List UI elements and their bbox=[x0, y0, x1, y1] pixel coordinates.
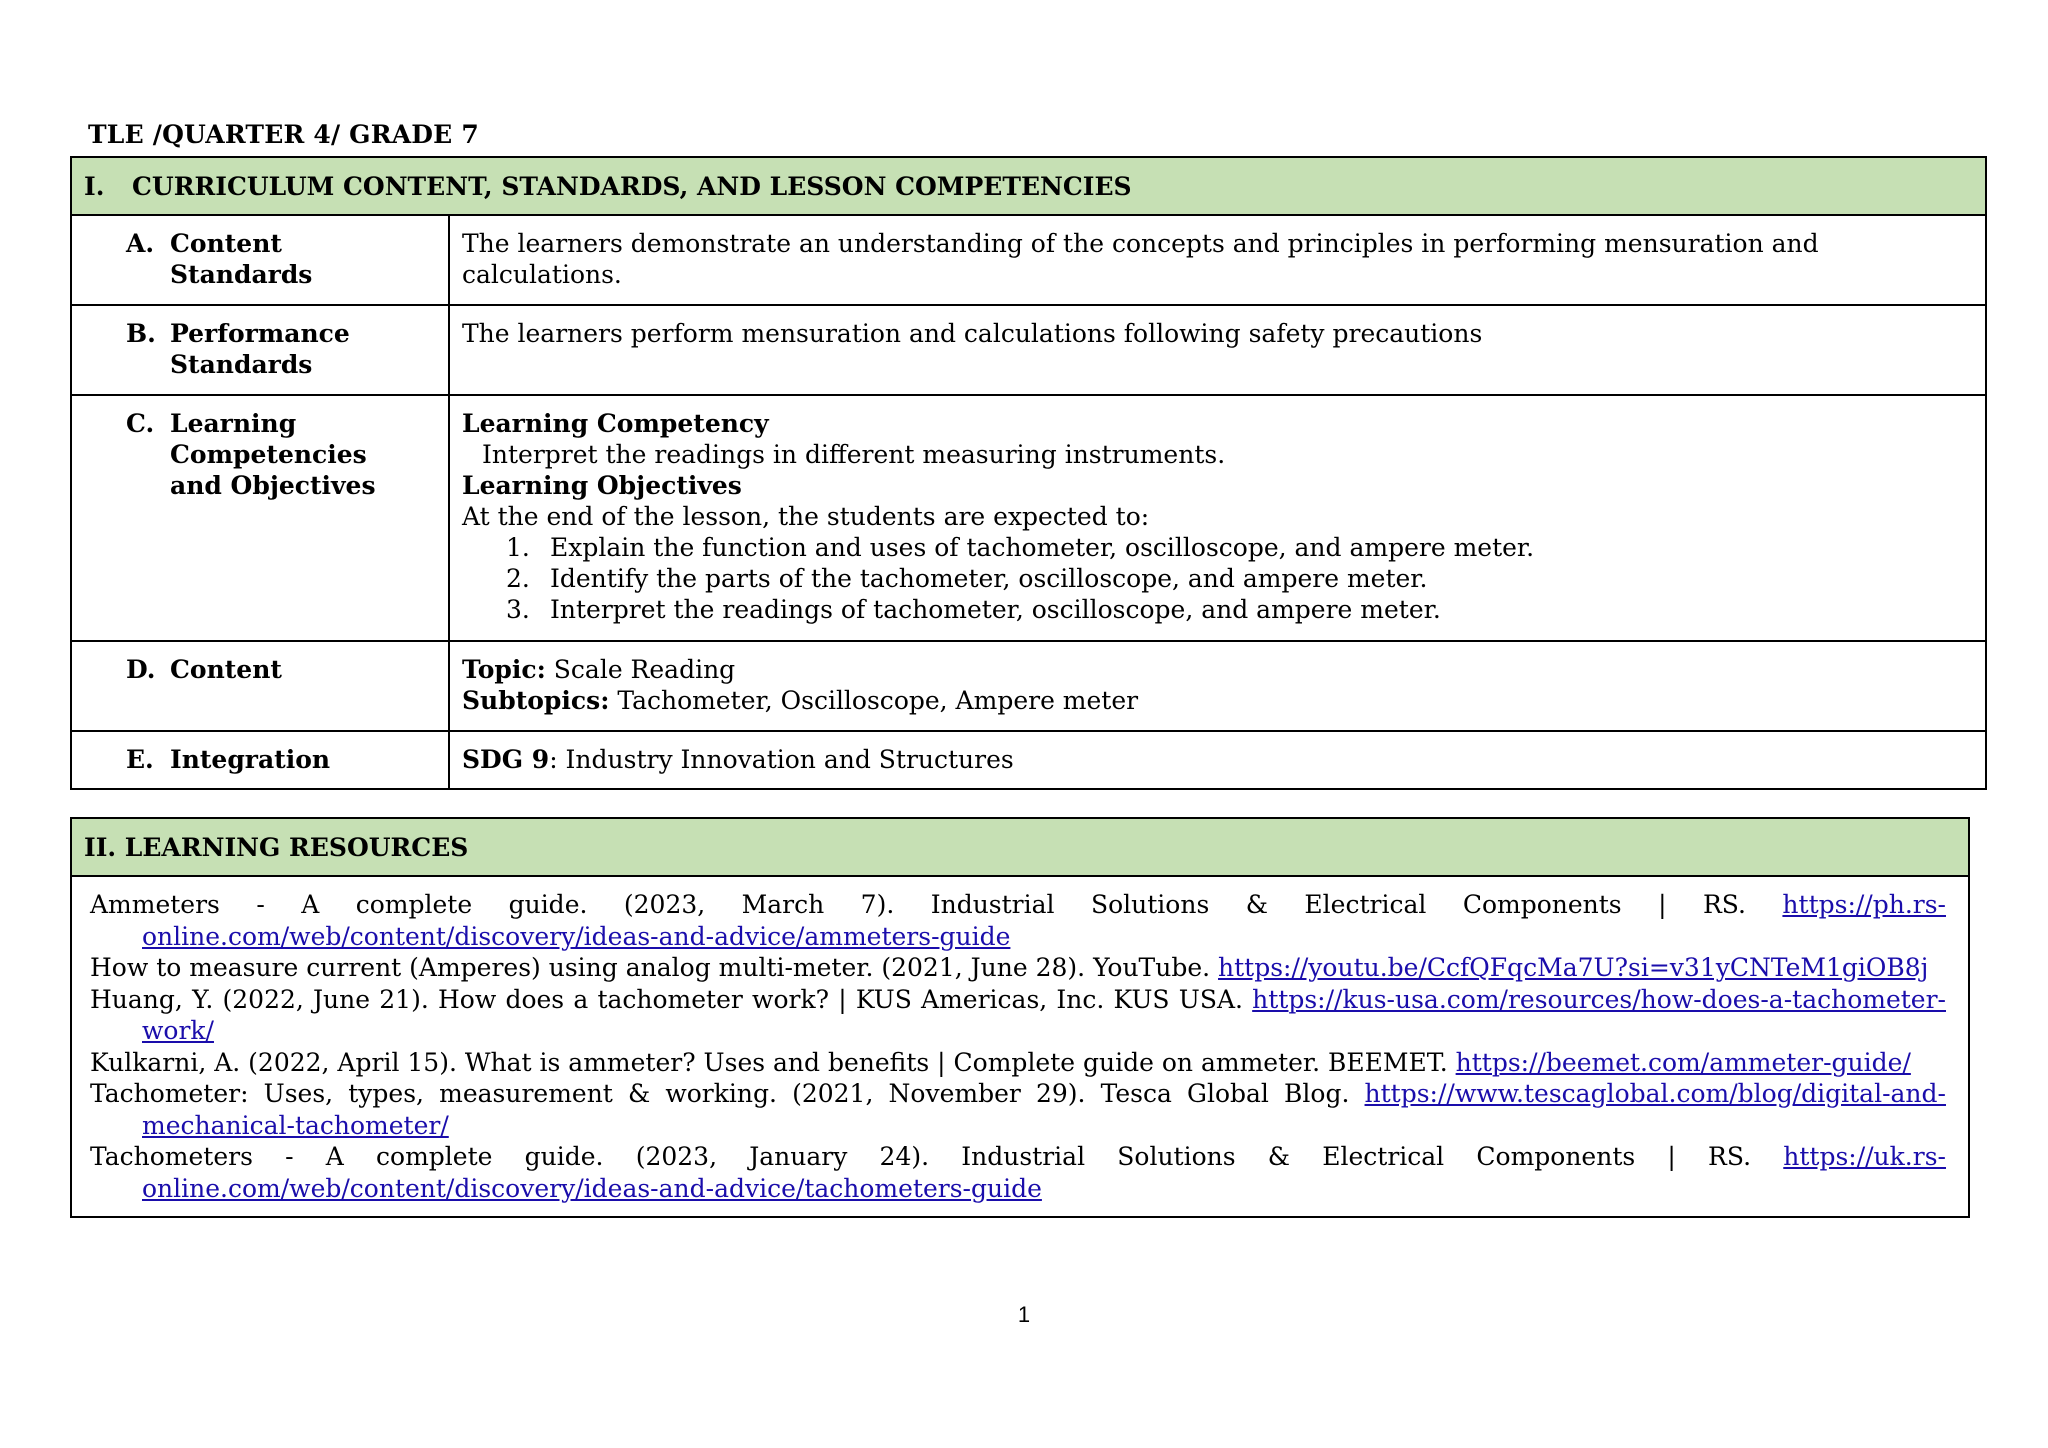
section-1-heading: CURRICULUM CONTENT, STANDARDS, AND LESSON COMPETENCIES bbox=[132, 171, 1132, 201]
reference-item bbox=[90, 952, 1946, 984]
row-letter: A. bbox=[126, 229, 155, 258]
section-1-number: I. bbox=[84, 171, 105, 201]
reference-item bbox=[90, 1141, 1946, 1204]
content-row bbox=[71, 641, 1986, 731]
objectives-list bbox=[462, 532, 1973, 625]
reference-link[interactable]: https://uk.rs-online.com/web/content/discovery/ideas-and-advice/tachometers-guide bbox=[142, 1142, 1946, 1203]
row-label-text: Learning Competencies and Objectives bbox=[170, 409, 376, 500]
learning-competencies-content bbox=[449, 395, 1986, 641]
topic-text: Scale Reading bbox=[545, 655, 736, 684]
subtopics-label: Subtopics: bbox=[462, 686, 610, 715]
references-cell bbox=[71, 876, 1969, 1217]
reference-text: Kulkarni, A. (2022, April 15). What is ammeter? Uses and benefits | Complete guide on ammeter. BEEMET. bbox=[90, 1047, 1456, 1077]
row-label bbox=[71, 731, 449, 789]
reference-link[interactable]: https://ph.rs-online.com/web/content/discovery/ideas-and-advice/ammeters-guide bbox=[142, 890, 1946, 951]
row-label-text: Content Standards bbox=[170, 229, 313, 289]
list-item-text: Interpret the readings of tachometer, oscilloscope, and ampere meter. bbox=[550, 595, 1441, 624]
list-item-number: 3. bbox=[506, 595, 530, 624]
row-label bbox=[71, 215, 449, 305]
content-standards-row bbox=[71, 215, 1986, 305]
reference-item bbox=[90, 1047, 1946, 1079]
learning-resources-table bbox=[70, 817, 1970, 1218]
objectives-heading: Learning Objectives bbox=[462, 471, 742, 500]
reference-link[interactable]: https://beemet.com/ammeter-guide/ bbox=[1455, 1047, 1911, 1077]
reference-text: Tachometers - A complete guide. (2023, January 24). Industrial Solutions & Electrical Components | RS. bbox=[90, 1142, 1784, 1171]
section-2-header: II. LEARNING RESOURCES bbox=[71, 818, 1969, 876]
subtopics-text: Tachometer, Oscilloscope, Ampere meter bbox=[609, 686, 1139, 715]
row-letter: C. bbox=[126, 409, 155, 438]
list-item bbox=[506, 594, 1973, 625]
subtopics-line bbox=[462, 685, 1973, 716]
reference-text: Ammeters - A complete guide. (2023, March 7). Industrial Solutions & Electrical Components | RS. bbox=[90, 890, 1783, 919]
row-label-text: Performance Standards bbox=[170, 319, 350, 379]
reference-text: How to measure current (Amperes) using analog multi-meter. (2021, June 28). YouTube. bbox=[90, 953, 1219, 982]
sdg-text: : Industry Innovation and Structures bbox=[549, 745, 1014, 774]
topic-line bbox=[462, 654, 1973, 685]
document-title: TLE /QUARTER 4/ GRADE 7 bbox=[88, 120, 479, 149]
reference-item bbox=[90, 889, 1946, 952]
integration-cell bbox=[449, 731, 1986, 789]
curriculum-table bbox=[70, 156, 1987, 790]
performance-standards-row bbox=[71, 305, 1986, 395]
integration-row bbox=[71, 731, 1986, 789]
row-letter: D. bbox=[126, 655, 156, 684]
reference-item bbox=[90, 1078, 1946, 1141]
performance-standards-text: The learners perform mensuration and calculations following safety precautions bbox=[449, 305, 1986, 395]
row-letter: B. bbox=[126, 319, 156, 348]
list-item-text: Explain the function and uses of tachometer, oscilloscope, and ampere meter. bbox=[550, 533, 1535, 562]
row-label-text: Content bbox=[170, 655, 282, 684]
row-label bbox=[71, 641, 449, 731]
topic-label: Topic: bbox=[462, 655, 546, 684]
section-1-header bbox=[71, 157, 1986, 215]
list-item-number: 1. bbox=[506, 533, 530, 562]
list-item-text: Identify the parts of the tachometer, oscilloscope, and ampere meter. bbox=[550, 564, 1428, 593]
reference-link[interactable]: https://youtu.be/CcfQFqcMa7U?si=v31yCNTeM1giOB8j bbox=[1218, 953, 1929, 982]
list-item bbox=[506, 532, 1973, 563]
learning-competencies-row bbox=[71, 395, 1986, 641]
content-standards-text: The learners demonstrate an understanding of the concepts and principles in performing mensuration and calculations. bbox=[449, 215, 1986, 305]
reference-link[interactable]: https://www.tescaglobal.com/blog/digital-and-mechanical-tachometer/ bbox=[142, 1079, 1946, 1140]
reference-text: Huang, Y. (2022, June 21). How does a tachometer work? | KUS Americas, Inc. KUS USA. bbox=[90, 984, 1253, 1014]
competency-text: Interpret the readings in different measuring instruments. bbox=[482, 440, 1226, 469]
list-item-number: 2. bbox=[506, 564, 530, 593]
reference-item bbox=[90, 984, 1946, 1047]
sdg-label: SDG 9 bbox=[462, 745, 550, 774]
row-label bbox=[71, 305, 449, 395]
list-item bbox=[506, 563, 1973, 594]
content-cell bbox=[449, 641, 1986, 731]
reference-link[interactable]: https://kus-usa.com/resources/how-does-a-tachometer-work/ bbox=[142, 984, 1946, 1045]
row-label bbox=[71, 395, 449, 641]
objectives-intro: At the end of the lesson, the students are expected to: bbox=[462, 502, 1150, 531]
reference-text: Tachometer: Uses, types, measurement & working. (2021, November 29). Tesca Global Blog. bbox=[90, 1079, 1365, 1108]
row-label-text: Integration bbox=[170, 745, 331, 774]
row-letter: E. bbox=[126, 745, 154, 774]
competency-heading: Learning Competency bbox=[462, 409, 769, 438]
page-number: 1 bbox=[1017, 1302, 1031, 1327]
